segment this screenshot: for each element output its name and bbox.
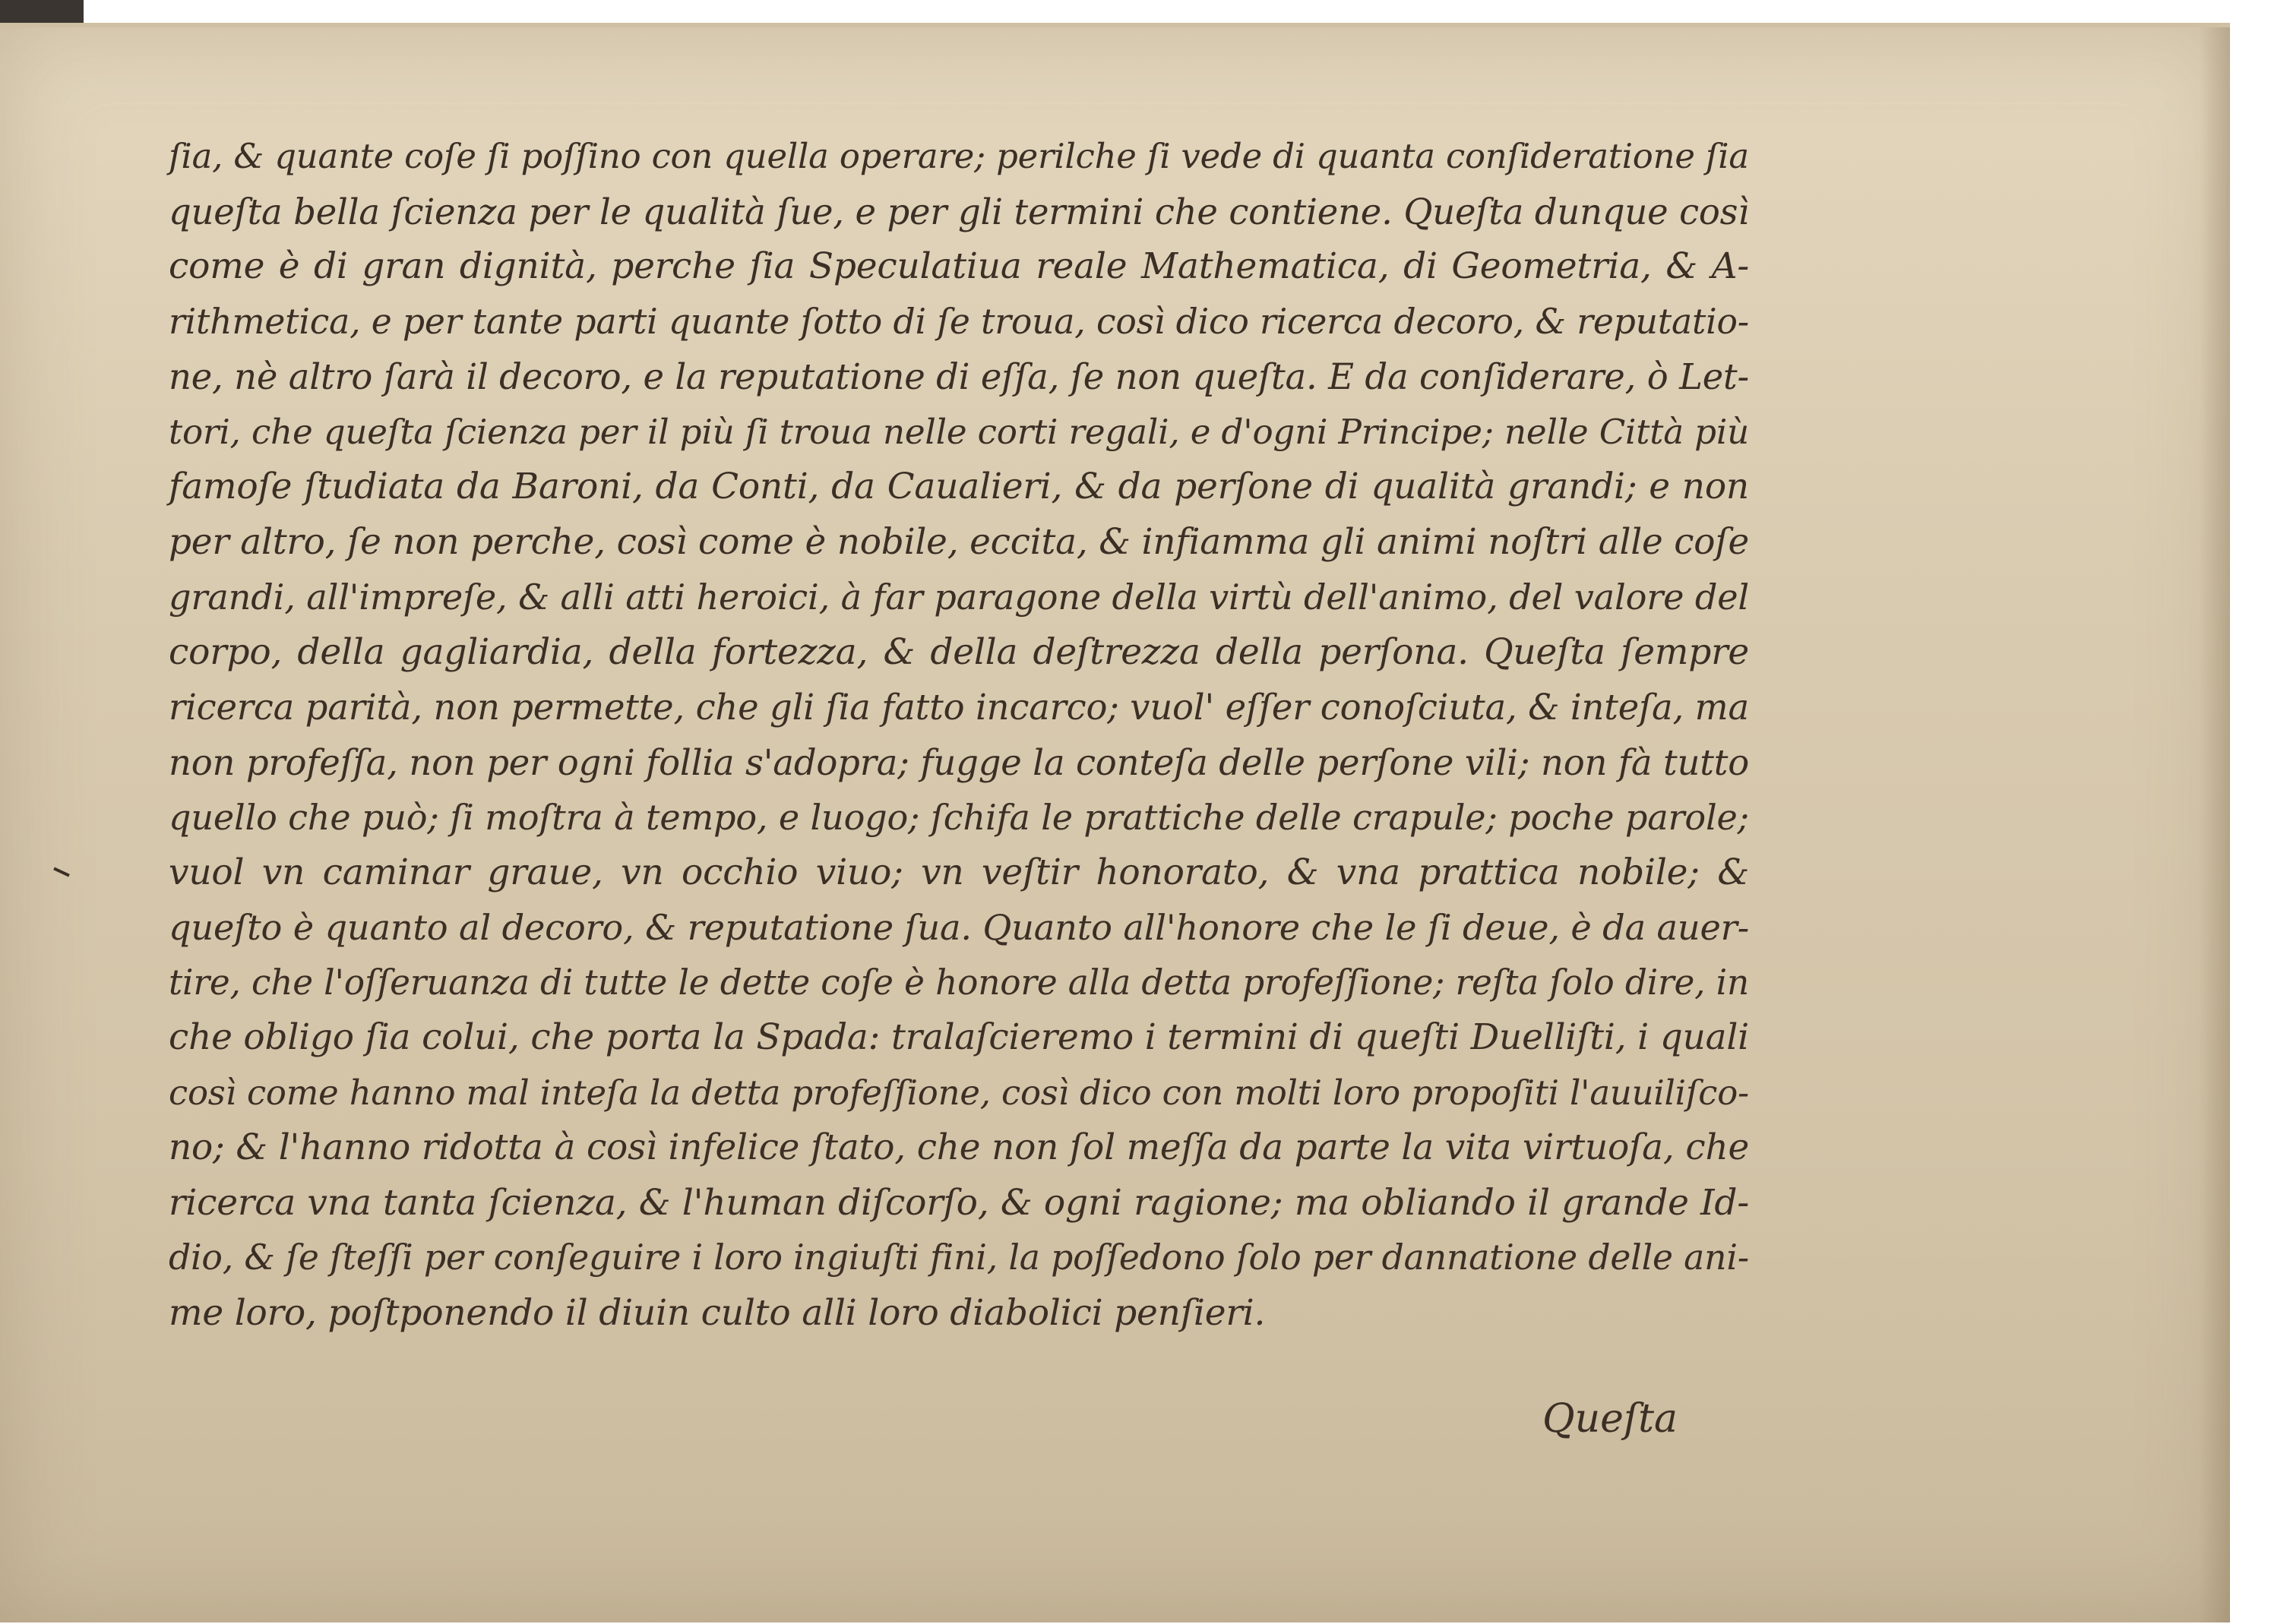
text-line: ne, nè altro ſarà il decoro, e la reputatione di eſſa, ſe non queſta. E da conſiderare, ò Let- <box>169 356 1749 397</box>
text-line: non profeſſa, non per ogni follia s'adopra; fugge la conteſa delle perſone vili; non fà tutto <box>169 741 1749 783</box>
text-line: ricerca vna tanta ſcienza, & l'human diſcorſo, & ogni ragione; ma obliando il grande Id- <box>169 1181 1749 1224</box>
text-line: dio, & ſe ſteſſi per conſeguire i loro ingiuſti fini, la poſſedono ſolo per dannatione delle ani- <box>169 1237 1749 1278</box>
text-line: tire, che l'oſſeruanza di tutte le dette coſe è honore alla detta profeſſione; reſta ſolo dire, in <box>169 962 1749 1003</box>
text-line: grandi, all'impreſe, & alli atti heroici, à far paragone della virtù dell'animo, del valore del <box>169 577 1749 618</box>
text-line: ricerca parità, non permette, che gli ſia fatto incarco; vuol' eſſer conoſciuta, & inteſa, ma <box>169 687 1749 728</box>
text-line: come è di gran dignità, perche ſia Speculatiua reale Mathematica, di Geometria, & A- <box>169 245 1749 287</box>
body-text <box>169 129 1749 1341</box>
text-line: così come hanno mal inteſa la detta profeſſione, così dico con molti loro propoſiti l'auuiliſco- <box>169 1072 1749 1113</box>
text-line: me loro, poſtponendo il diuin culto alli loro diabolici penſieri. <box>169 1291 1266 1334</box>
text-line: queſto è quanto al decoro, & reputatione ſua. Quanto all'honore che le ſi deue, è da auer- <box>169 907 1749 948</box>
text-line: vuol vn caminar graue, vn occhio viuo; vn veſtir honorato, & vna prattica nobile; & <box>169 851 1749 893</box>
text-line: ſia, & quante coſe ſi poſſino con quella operare; perilche ſi vede di quanta conſideratione ſia <box>169 136 1749 176</box>
text-line: queſta bella ſcienza per le qualità ſue, e per gli termini che contiene. Queſta dunque così <box>169 191 1749 232</box>
text-line: corpo, della gagliardia, della fortezza, & della deſtrezza della perſona. Queſta ſempre <box>169 630 1749 673</box>
text-line: quello che può; ſi moſtra à tempo, e luogo; ſchifa le prattiche delle crapule; poche parole; <box>169 797 1749 838</box>
page-edge-shadow <box>2200 27 2230 1622</box>
text-line: tori, che queſta ſcienza per il più ſi troua nelle corti regali, e d'ogni Principe; nelle Città più <box>169 411 1749 452</box>
text-line: no; & l'hanno ridotta à così infelice ſtato, che non ſol meſſa da parte la vita virtuoſa, che <box>169 1126 1749 1168</box>
catchword: Queſta <box>1542 1396 1678 1442</box>
text-line: rithmetica, e per tante parti quante ſotto di ſe troua, così dico ricerca decoro, & reputatio- <box>169 301 1749 342</box>
text-line: che obligo ſia colui, che porta la Spada: tralaſcieremo i termini di queſti Duelliſti, i quali <box>169 1016 1749 1058</box>
text-line: per altro, ſe non perche, così come è nobile, eccita, & infiamma gli animi noſtri alle coſe <box>169 521 1749 563</box>
text-line: famoſe ſtudiata da Baroni, da Conti, da Caualieri, & da perſone di qualità grandi; e non <box>169 466 1749 507</box>
